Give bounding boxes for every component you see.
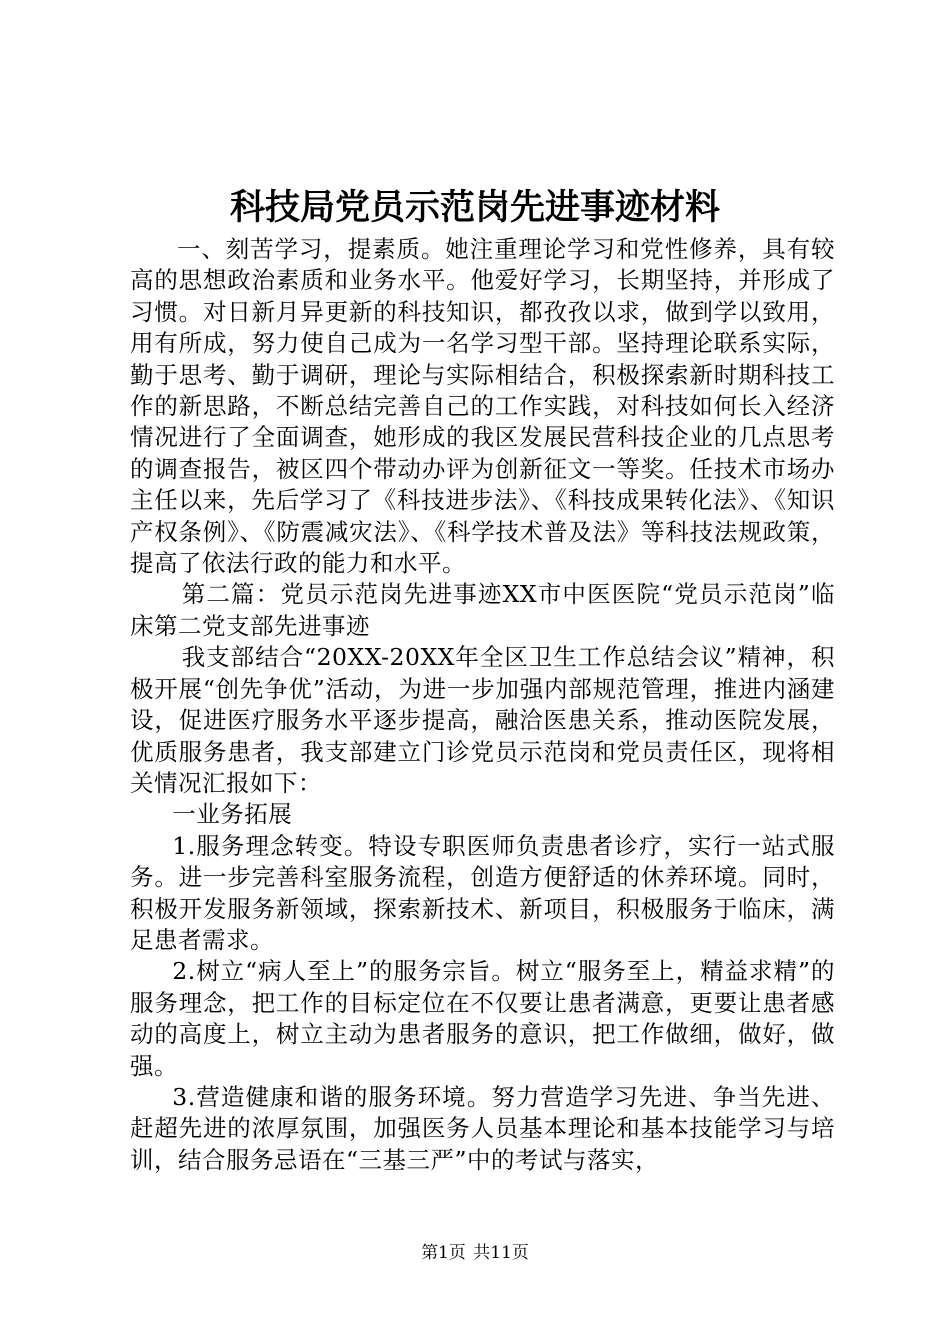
document-title: 科技局党员示范岗先进事迹材料 bbox=[229, 187, 720, 228]
page-total: 共11页 bbox=[473, 1243, 529, 1263]
paragraph-item-2: 2.树立“病人至上”的服务宗旨。树立“服务至上，精益求精”的服务理念，把工作的目标定位在不仅要让患者满意，更要让患者感动的高度上，树立主动为患者服务的意识，把工作做细，做好，做强。 bbox=[130, 957, 835, 1080]
paragraph-item-1: 1.服务理念转变。特设专职医师负责患者诊疗，实行一站式服务。进一步完善科室服务流程，创造方便舒适的休养环境。同时，积极开发服务新领域，探索新技术、新项目，积极服务于临床，满足患者需求。 bbox=[130, 831, 835, 954]
document-body bbox=[130, 234, 835, 1176]
paragraph-item-3: 3.营造健康和谐的服务环境。努力营造学习先进、争当先进、赶超先进的浓厚氛围，加强医务人员基本理论和基本技能学习与培训，结合服务忌语在“三基三严”中的考试与落实， bbox=[130, 1082, 835, 1174]
page-number: 第1页 bbox=[421, 1243, 466, 1263]
paragraph-business-expansion: 一业务拓展 bbox=[172, 800, 293, 829]
page-footer bbox=[0, 1241, 950, 1265]
paragraph-second-chapter-heading: 第二篇：党员示范岗先进事迹XX市中医医院“党员示范岗”临床第二党支部先进事迹 bbox=[130, 580, 835, 640]
paragraph-study: 一、刻苦学习，提素质。她注重理论学习和党性修养，具有较高的思想政治素质和业务水平。他爱好学习，长期坚持，并形成了习惯。对日新月异更新的科技知识，都孜孜以求，做到学以致用，用有所成，努力使自己成为一名学习型干部。坚持理论联系实际，勤于思考、勤于调研，理论与实际相结合，积极探索新时期科技工作的新思路，不断总结完善自己的工作实践，对科技如何长入经济情况进行了全面调查，她形成的我区发展民营科技企业的几点思考的调查报告，被区四个带动办评为创新征文一等奖。任技术市场办主任以来，先后学习了《科技进步法》、《科技成果转化法》、《知识产权条例》、《防震减灾法》、《科学技术普及法》等科技法规政策，提高了依法行政的能力和水平。 bbox=[130, 235, 835, 578]
paragraph-branch-intro: 我支部结合“20XX-20XX年全区卫生工作总结会议”精神，积极开展“创先争优”活动，为进一步加强内部规范管理，推进内涵建设，促进医疗服务水平逐步提高，融洽医患关系，推动医院发展，优质服务患者，我支部建立门诊党员示范岗和党员责任区，现将相关情况汇报如下： bbox=[130, 643, 835, 797]
